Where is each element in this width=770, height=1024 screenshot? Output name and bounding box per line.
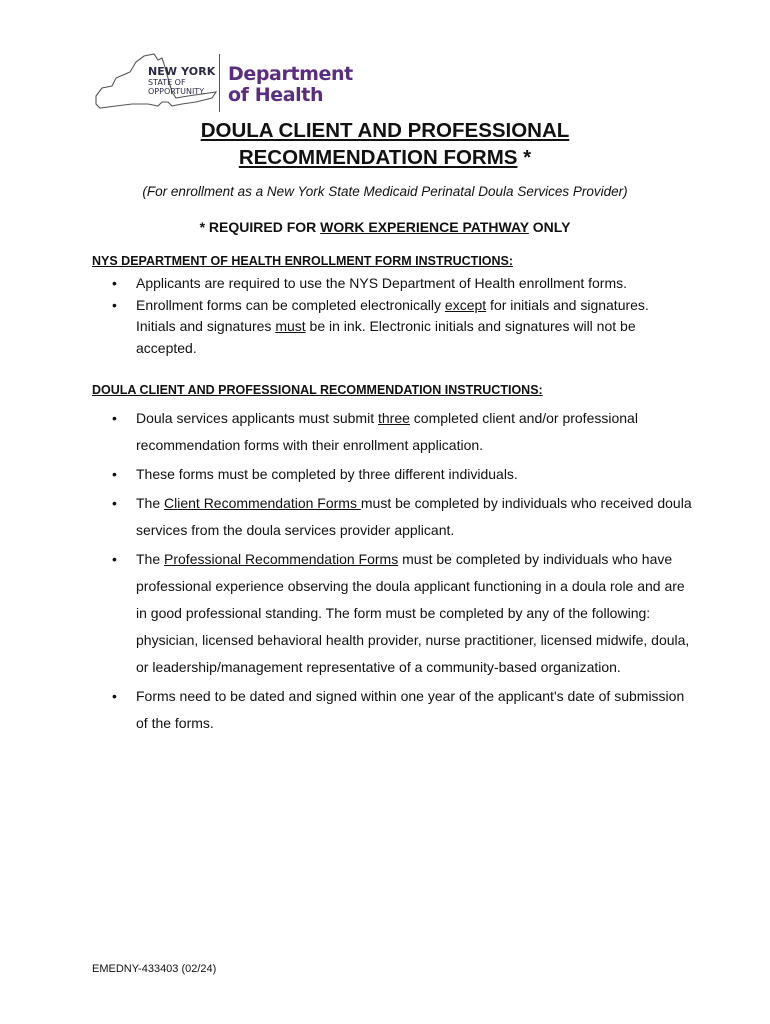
list-item <box>112 546 692 681</box>
enrollment-instructions-list <box>112 273 692 359</box>
section-heading-enrollment: NYS DEPARTMENT OF HEALTH ENROLLMENT FORM INSTRUCTIONS: <box>92 254 514 268</box>
list-item-text: for initials and signatures. Initials and signatures <box>136 296 649 334</box>
required-prefix: * REQUIRED FOR <box>199 219 321 235</box>
list-item <box>112 461 692 488</box>
list-item <box>112 273 692 295</box>
nys-wordmark <box>148 66 215 96</box>
bullet: • <box>112 275 117 291</box>
doh-wordmark <box>228 64 353 106</box>
required-notice <box>0 219 770 235</box>
list-item-text: Enrollment forms can be completed electronically <box>136 296 445 313</box>
list-item-text: must be completed by individuals who have professional experience observing the doula applicant functioning in a doula role and are in good professional standing. The form must be completed by any of the following: physician, licensed behavioral health provider, nurse practitioner, licensed midwife, doula, or leadership/management representative of a community-based organization. <box>136 551 690 675</box>
title-line2-text: RECOMMENDATION FORMS <box>238 146 518 169</box>
list-item-text: Doula services applicants must submit <box>136 410 378 426</box>
emphasis-three: three <box>378 410 410 426</box>
doh-wordmark-line1: Department <box>228 63 353 85</box>
document-subtitle: (For enrollment as a New York State Medicaid Perinatal Doula Services Provider) <box>142 184 628 199</box>
doh-wordmark-line2: of Health <box>228 84 324 106</box>
list-item-text: be in ink. Electronic initials and signatures will not be accepted. <box>136 318 636 356</box>
emphasis-must: must <box>275 318 306 334</box>
document-title-line1 <box>0 117 770 144</box>
nys-doh-logo <box>92 52 352 116</box>
list-item-text: These forms must be completed by three different individuals. <box>136 466 518 482</box>
bullet: • <box>112 551 117 567</box>
list-item-text: Forms need to be dated and signed within one year of the applicant's date of submission of the forms. <box>136 688 685 731</box>
nys-wordmark-line1: NEW YORK <box>148 65 216 78</box>
bullet: • <box>112 466 117 482</box>
document-title-line2 <box>0 144 770 171</box>
list-item-text: Applicants are required to use the NYS Department of Health enrollment forms. <box>136 275 628 291</box>
list-item <box>112 405 692 459</box>
section-heading-recommendation: DOULA CLIENT AND PROFESSIONAL RECOMMENDATION INSTRUCTIONS: <box>92 383 543 397</box>
logo-divider <box>219 54 220 112</box>
list-item <box>112 683 692 737</box>
bullet: • <box>112 410 117 426</box>
client-recommendation-forms-ref: Client Recommendation Forms <box>164 495 361 511</box>
list-item-text: The <box>136 495 165 511</box>
title-line1-text: DOULA CLIENT AND PROFESSIONAL <box>200 119 570 142</box>
emphasis-except: except <box>444 296 487 313</box>
list-item-text: completed client and/or professional recommendation forms with their enrollment application. <box>136 410 638 453</box>
bullet: • <box>112 688 117 704</box>
nys-wordmark-line2: STATE OF <box>148 78 186 87</box>
professional-recommendation-forms-ref: Professional Recommendation Forms <box>164 551 399 567</box>
nys-wordmark-line3: OPPORTUNITY. <box>148 87 205 96</box>
bullet: • <box>112 495 117 511</box>
title-asterisk: * <box>517 146 532 169</box>
list-item <box>112 295 692 360</box>
bullet: • <box>112 296 117 313</box>
list-item-text: must be completed by individuals who received doula services from the doula services provider applicant. <box>136 495 692 538</box>
recommendation-instructions-list <box>112 405 692 739</box>
list-item <box>112 490 692 544</box>
required-pathway: WORK EXPERIENCE PATHWAY <box>320 219 529 235</box>
required-suffix: ONLY <box>528 219 571 235</box>
form-number-footer: EMEDNY-433403 (02/24) <box>92 963 217 975</box>
list-item-text: The <box>136 551 165 567</box>
